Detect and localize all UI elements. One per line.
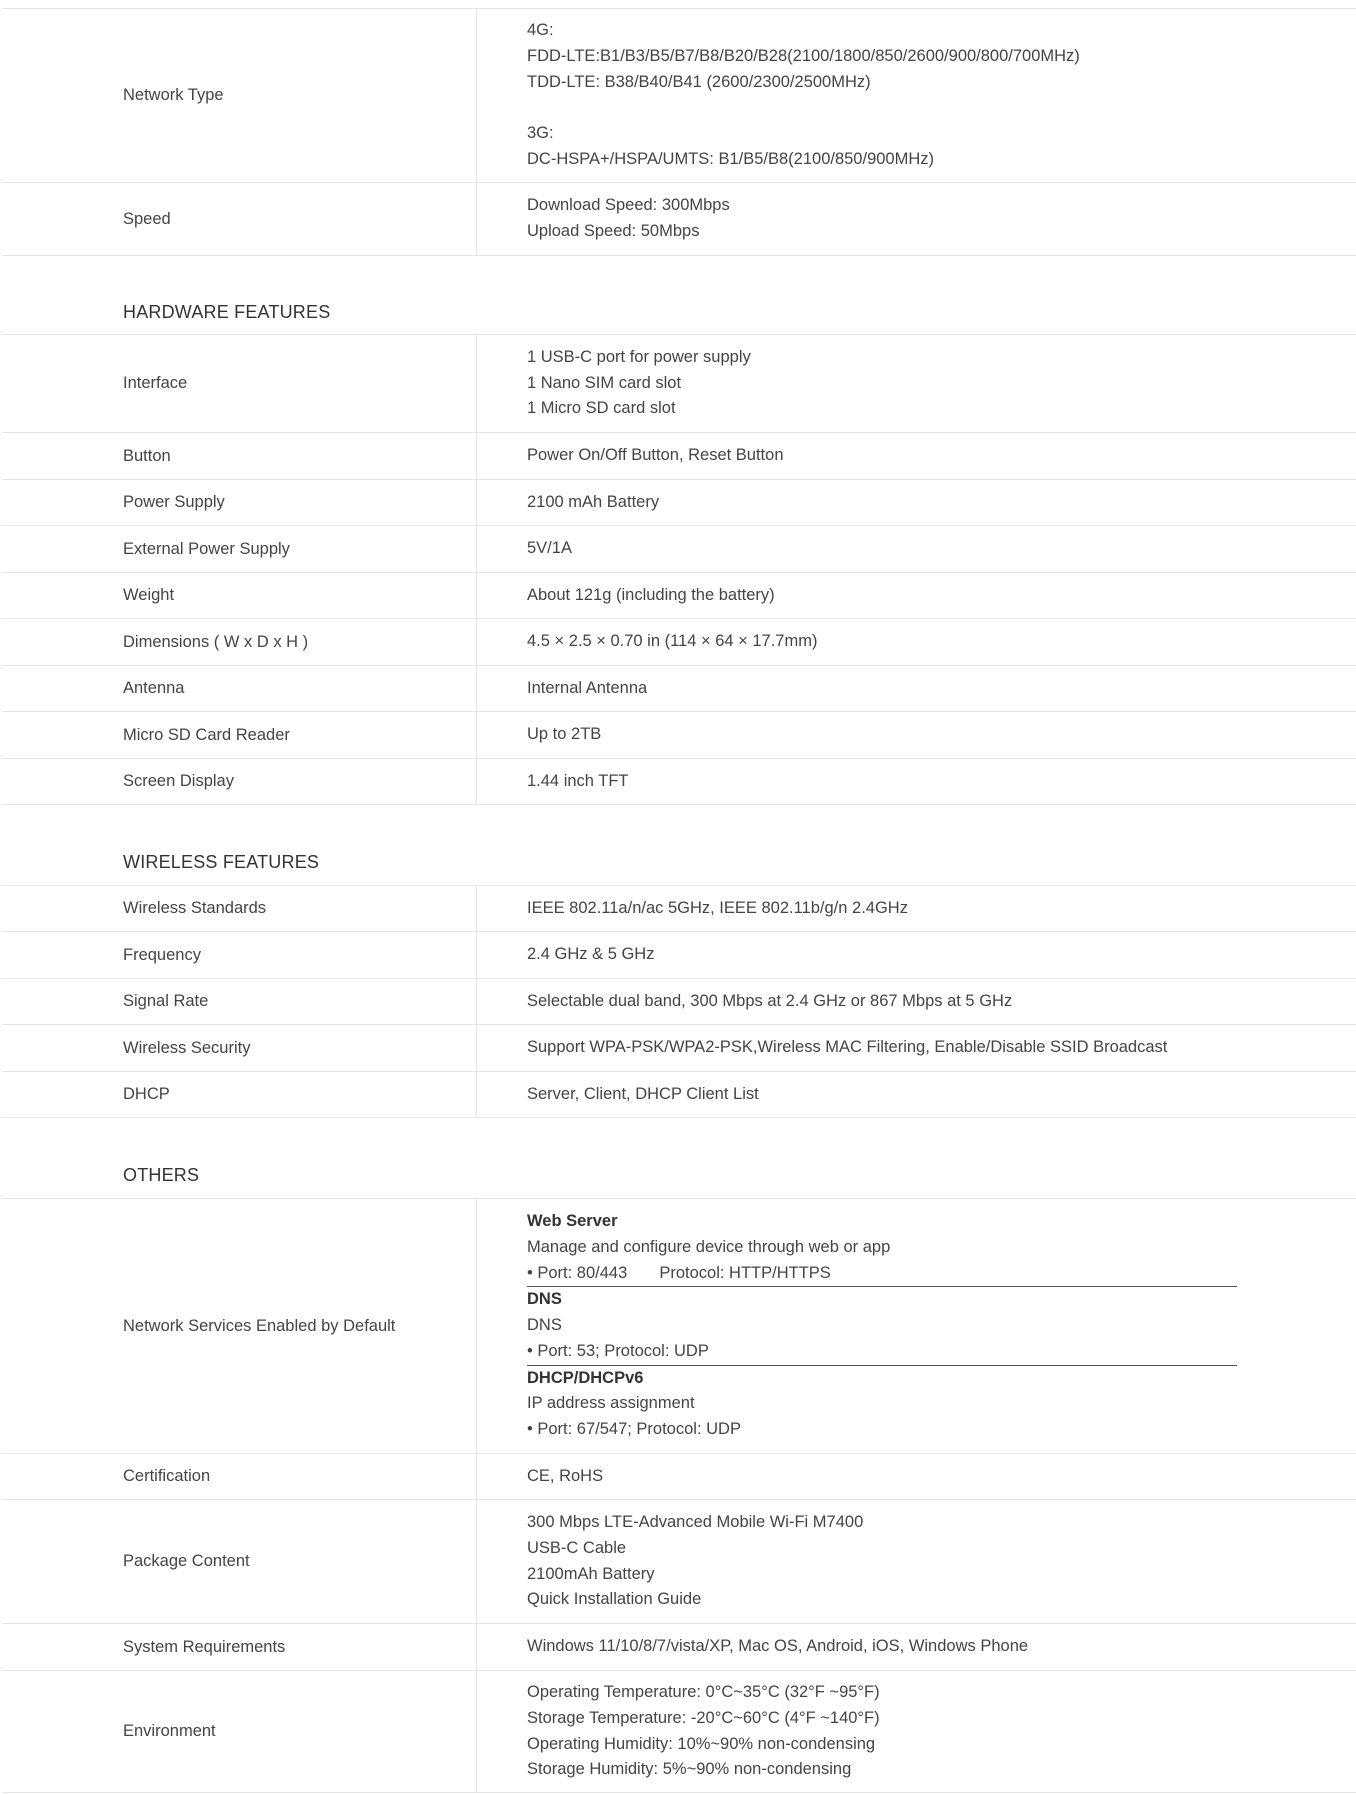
service-block-web-server: [527, 1209, 1237, 1287]
spec-label: Network Type: [123, 86, 224, 104]
spec-value-line: Download Speed: 300Mbps: [527, 196, 730, 215]
spec-row-weight: [2, 573, 1356, 619]
spec-label: Frequency: [123, 945, 201, 964]
spec-value-line: Selectable dual band, 300 Mbps at 2.4 GHz or 867 Mbps at 5 GHz: [527, 991, 1013, 1010]
spec-value-line: Internal Antenna: [527, 678, 648, 697]
service-block-dns: [527, 1287, 1237, 1365]
spec-value-line: Quick Installation Guide: [527, 1590, 702, 1609]
spec-label: Screen Display: [123, 772, 234, 790]
spec-value: [527, 1454, 1236, 1499]
spec-row-dhcp: [2, 1072, 1356, 1118]
spec-value-line: CE, RoHS: [527, 1466, 604, 1485]
spec-value-line: 4G:: [527, 21, 554, 40]
spec-label: Package Content: [123, 1552, 250, 1570]
spec-label: Signal Rate: [123, 992, 209, 1010]
spec-value: [527, 335, 1236, 432]
spec-value-services: [527, 1199, 1236, 1453]
spec-value: [527, 886, 1236, 931]
spec-label: Interface: [123, 374, 188, 392]
spec-row-network-services: [2, 1198, 1356, 1454]
spec-value-line: Operating Temperature: 0°C~35°C (32°F ~95°F): [527, 1683, 880, 1702]
spec-value: [527, 1624, 1236, 1670]
spec-value-line: TDD-LTE: B38/B40/B41 (2600/2300/2500MHz): [527, 72, 871, 91]
spec-row-button: [2, 433, 1356, 480]
spec-label: External Power Supply: [123, 539, 290, 558]
spec-value-line: Upload Speed: 50Mbps: [527, 222, 700, 240]
service-port: • Port: 53; Protocol: UDP: [527, 1341, 709, 1360]
spec-value: [527, 526, 1236, 572]
spec-value: [527, 433, 1236, 479]
spec-value: [527, 1025, 1236, 1071]
section-title-hardware: HARDWARE FEATURES: [123, 302, 331, 322]
spec-label: Wireless Security: [123, 1038, 251, 1057]
spec-value-line: 2100 mAh Battery: [527, 492, 660, 511]
spec-value-line: 1 USB-C port for power supply: [527, 347, 751, 366]
spec-row-power-supply: [2, 480, 1356, 526]
spec-value-line: 1 Nano SIM card slot: [527, 373, 682, 392]
spec-value-line: IEEE 802.11a/n/ac 5GHz, IEEE 802.11b/g/n 2.4GHz: [527, 898, 908, 917]
spec-value: [527, 979, 1236, 1024]
service-port: • Port: 67/547; Protocol: UDP: [527, 1419, 741, 1438]
spec-value-line: Operating Humidity: 10%~90% non-condensing: [527, 1734, 876, 1753]
service-desc: Manage and configure device through web or app: [527, 1238, 891, 1257]
service-block-dhcp: [527, 1366, 1237, 1443]
spec-row-antenna: [2, 666, 1356, 712]
spec-row-frequency: [2, 932, 1356, 979]
spec-value-line: Up to 2TB: [527, 725, 602, 744]
service-title: DHCP/DHCPv6: [527, 1368, 644, 1387]
spec-value: [527, 1671, 1236, 1792]
spec-label: System Requirements: [123, 1637, 286, 1656]
spec-value-line: 1.44 inch TFT: [527, 771, 629, 790]
spec-label: Antenna: [123, 679, 185, 697]
spec-value: [527, 1500, 1236, 1623]
spec-row-environment: [2, 1671, 1356, 1793]
spec-label: Micro SD Card Reader: [123, 725, 290, 744]
spec-row-network-type: [2, 8, 1356, 183]
spec-value: [527, 619, 1236, 665]
spec-row-wireless-security: [2, 1025, 1356, 1072]
spec-label: Environment: [123, 1722, 216, 1740]
spec-value-line: 2100mAh Battery: [527, 1564, 655, 1583]
spec-value-gap: [527, 95, 1236, 121]
section-title-others: OTHERS: [123, 1165, 200, 1185]
service-desc: DNS: [527, 1316, 562, 1335]
spec-row-dimensions: [2, 619, 1356, 666]
spec-value: [527, 666, 1236, 711]
spec-row-speed: [2, 183, 1356, 256]
spec-value: [527, 573, 1236, 618]
spec-label: Dimensions ( W x D x H ): [123, 632, 309, 651]
spec-value-line: DC-HSPA+/HSPA/UMTS: B1/B5/B8(2100/850/900MHz): [527, 150, 935, 169]
spec-row-sd-reader: [2, 712, 1356, 759]
spec-row-system-requirements: [2, 1624, 1356, 1671]
service-desc: IP address assignment: [527, 1394, 695, 1413]
spec-value: [527, 759, 1236, 804]
spec-value-line: About 121g (including the battery): [527, 585, 775, 604]
spec-value-line: 1 Micro SD card slot: [527, 399, 676, 418]
spec-value: [527, 183, 1236, 255]
spec-row-signal-rate: [2, 979, 1356, 1025]
spec-value-line: Storage Humidity: 5%~90% non-condensing: [527, 1760, 852, 1779]
spec-value-line: 5V/1A: [527, 539, 572, 558]
spec-label: Button: [123, 446, 171, 465]
spec-row-external-power: [2, 526, 1356, 573]
spec-row-screen-display: [2, 759, 1356, 805]
spec-value: [527, 712, 1236, 758]
spec-label: DHCP: [123, 1085, 170, 1103]
spec-label: Network Services Enabled by Default: [123, 1316, 396, 1335]
spec-value-line: Support WPA-PSK/WPA2-PSK,Wireless MAC Filtering, Enable/Disable SSID Broadcast: [527, 1038, 1168, 1057]
spec-row-package-content: [2, 1500, 1356, 1624]
spec-value-line: 300 Mbps LTE-Advanced Mobile Wi-Fi M7400: [527, 1513, 864, 1532]
spec-value-line: Windows 11/10/8/7/vista/XP, Mac OS, Android, iOS, Windows Phone: [527, 1637, 1029, 1656]
spec-value-line: Storage Temperature: -20°C~60°C (4°F ~140°F): [527, 1708, 880, 1727]
spec-label: Weight: [123, 586, 175, 604]
spec-value-line: 3G:: [527, 124, 554, 143]
spec-value-line: Server, Client, DHCP Client List: [527, 1084, 759, 1103]
spec-value: [527, 9, 1236, 182]
spec-value-line: Power On/Off Button, Reset Button: [527, 446, 784, 465]
spec-value: [527, 480, 1236, 525]
spec-value-line: FDD-LTE:B1/B3/B5/B7/B8/B20/B28(2100/1800/850/2600/900/800/700MHz): [527, 46, 1080, 65]
service-port: • Port: 80/443 Protocol: HTTP/HTTPS: [527, 1263, 831, 1282]
spec-value-line: USB-C Cable: [527, 1538, 627, 1557]
spec-value: [527, 932, 1236, 978]
spec-value-line: 4.5 × 2.5 × 0.70 in (114 × 64 × 17.7mm): [527, 632, 818, 651]
spec-label: Power Supply: [123, 493, 225, 511]
spec-value: [527, 1072, 1236, 1117]
spec-label: Certification: [123, 1467, 211, 1485]
spec-row-interface: [2, 334, 1356, 433]
service-title: Web Server: [527, 1212, 618, 1231]
spec-value-line: 2.4 GHz & 5 GHz: [527, 945, 655, 964]
section-title-wireless: WIRELESS FEATURES: [123, 852, 320, 872]
spec-row-wireless-standards: [2, 885, 1356, 932]
spec-label: Speed: [123, 209, 171, 228]
spec-label: Wireless Standards: [123, 899, 267, 917]
spec-row-certification: [2, 1454, 1356, 1500]
service-title: DNS: [527, 1290, 562, 1309]
